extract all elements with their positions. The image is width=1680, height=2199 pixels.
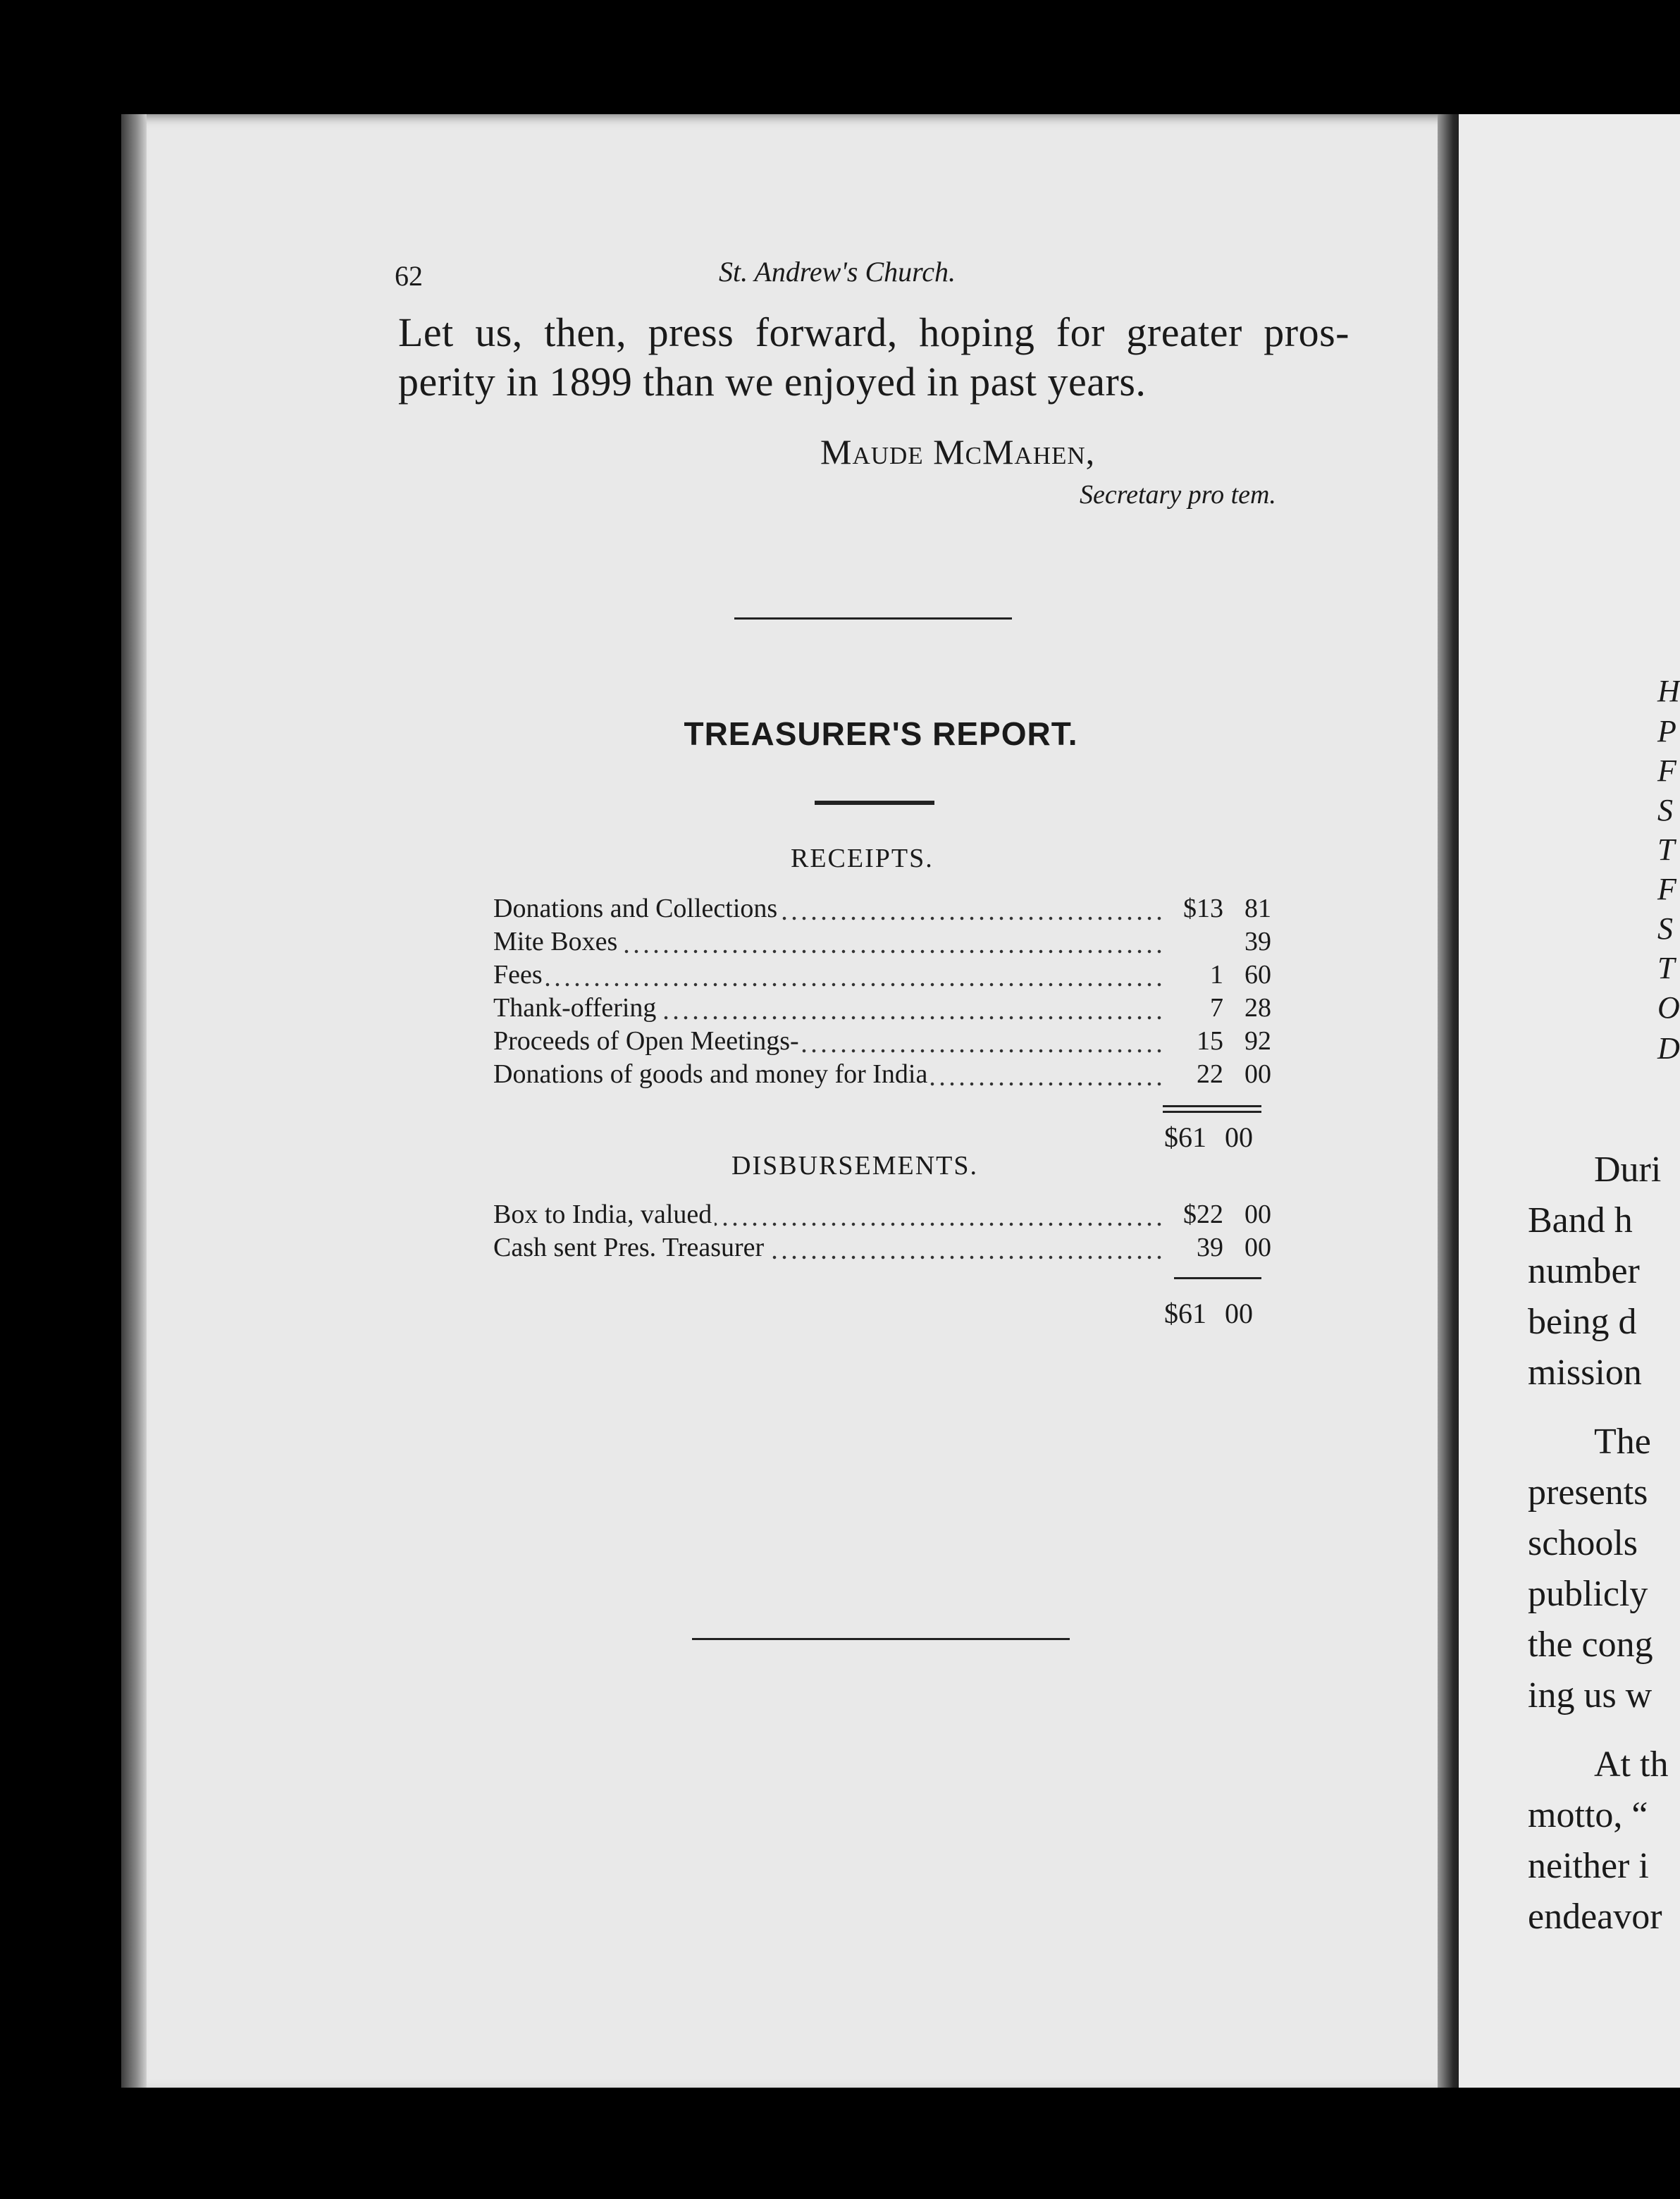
ledger-dollars: 7	[1210, 993, 1223, 1023]
right-page-initial: F	[1657, 753, 1676, 788]
ledger-cents: 00	[1244, 1059, 1271, 1089]
ledger-description	[493, 925, 1167, 959]
sum-rule	[1174, 1277, 1261, 1279]
receipts-table	[493, 892, 1271, 1091]
title-underline	[815, 801, 934, 805]
section-title	[0, 715, 1680, 753]
ledger-cents: 00	[1244, 1233, 1271, 1262]
right-page-text-line: The	[1594, 1422, 1651, 1462]
disbursements-table	[493, 1198, 1271, 1264]
page-number: 62	[395, 260, 423, 292]
ledger-label: Fees	[493, 960, 545, 990]
ledger-row	[493, 892, 1271, 925]
ledger-row	[493, 1231, 1271, 1264]
ledger-row	[493, 1058, 1271, 1091]
right-page-text-line: neither i	[1528, 1846, 1649, 1886]
ledger-label: Proceeds of Open Meetings-	[493, 1026, 802, 1056]
section-divider	[734, 617, 1012, 620]
right-page-initial: P	[1657, 714, 1676, 749]
ledger-row	[493, 925, 1271, 959]
ledger-label: Donations and Collections	[493, 894, 780, 923]
ledger-cents: 60	[1244, 960, 1271, 990]
ledger-dollars: $13	[1183, 894, 1223, 923]
right-page-initial: F	[1657, 872, 1676, 906]
section-title-text: TREASURER'S REPORT.	[684, 715, 1078, 752]
disbursements-heading: DISBURSEMENTS.	[731, 1151, 978, 1181]
ledger-dollars: 15	[1197, 1026, 1223, 1056]
signature-name: Maude McMahen,	[820, 432, 1096, 472]
right-page-text-line: the cong	[1528, 1625, 1653, 1665]
right-page-initial: S	[1657, 793, 1673, 827]
right-page-initial: O	[1657, 990, 1680, 1025]
right-page-text-line: publicly	[1528, 1574, 1648, 1614]
signature-title: Secretary pro tem.	[1080, 480, 1276, 510]
right-page-text-line: being d	[1528, 1302, 1637, 1342]
ledger-label: Donations of goods and money for India	[493, 1059, 930, 1089]
ledger-description	[493, 1198, 1167, 1231]
right-page-text-line: number	[1528, 1251, 1640, 1291]
right-page-initial: T	[1657, 832, 1675, 867]
disbursements-total-cents: 00	[1225, 1298, 1253, 1329]
right-page	[1459, 114, 1680, 2088]
left-page	[121, 114, 1447, 2088]
ledger-cents: 39	[1244, 927, 1271, 956]
ledger-description	[493, 892, 1167, 925]
receipts-total	[1164, 1121, 1253, 1154]
ledger-row	[493, 992, 1271, 1025]
right-page-text-line: endeavor	[1528, 1897, 1662, 1937]
ledger-label: Cash sent Pres. Treasurer	[493, 1233, 767, 1262]
ledger-cents: 00	[1244, 1200, 1271, 1229]
body-text-line: perity in 1899 than we enjoyed in past years.	[398, 359, 1147, 405]
ledger-description	[493, 959, 1167, 992]
right-page-text-line: schools	[1528, 1523, 1638, 1563]
disbursements-total-dollars: $61	[1164, 1298, 1206, 1329]
ledger-description	[493, 1231, 1167, 1264]
ledger-row	[493, 959, 1271, 992]
ledger-label: Thank-offering	[493, 993, 659, 1023]
right-page-text-line: Duri	[1594, 1150, 1662, 1190]
running-head: St. Andrew's Church.	[719, 256, 956, 288]
disbursements-total	[1164, 1297, 1253, 1330]
ledger-dollars: 1	[1210, 960, 1223, 990]
ledger-cents: 92	[1244, 1026, 1271, 1056]
receipts-total-dollars: $61	[1164, 1121, 1206, 1153]
ledger-description	[493, 992, 1167, 1025]
ledger-row	[493, 1025, 1271, 1058]
ledger-label: Box to India, valued	[493, 1200, 715, 1229]
right-page-text-line: mission	[1528, 1353, 1642, 1393]
ledger-dollars	[1167, 925, 1233, 959]
ledger-description	[493, 1058, 1167, 1091]
right-page-initial: T	[1657, 951, 1675, 985]
sum-rule	[1163, 1105, 1261, 1107]
right-page-text-line: Band h	[1528, 1200, 1633, 1240]
end-divider	[692, 1638, 1070, 1640]
right-page-text-line: ing us w	[1528, 1675, 1653, 1716]
sum-rule	[1163, 1111, 1261, 1113]
right-page-initial: H	[1657, 674, 1680, 708]
right-page-text-line: motto, “	[1528, 1795, 1648, 1835]
right-page-text-line: At th	[1594, 1744, 1669, 1785]
right-page-text-line: presents	[1528, 1472, 1648, 1513]
ledger-dollars: 22	[1197, 1059, 1223, 1089]
ledger-cents: 81	[1244, 894, 1271, 923]
receipts-heading: RECEIPTS.	[791, 844, 934, 873]
ledger-dollars: 39	[1197, 1233, 1223, 1262]
body-text-line: Let us, then, press forward, hoping for greater pros-	[398, 309, 1349, 355]
ledger-label: Mite Boxes	[493, 927, 620, 956]
ledger-dollars: $22	[1183, 1200, 1223, 1229]
right-page-initial: S	[1657, 911, 1673, 946]
ledger-row	[493, 1198, 1271, 1231]
receipts-total-cents: 00	[1225, 1121, 1253, 1153]
ledger-cents: 28	[1244, 993, 1271, 1023]
right-page-initial: D	[1657, 1031, 1680, 1066]
ledger-description	[493, 1025, 1167, 1058]
